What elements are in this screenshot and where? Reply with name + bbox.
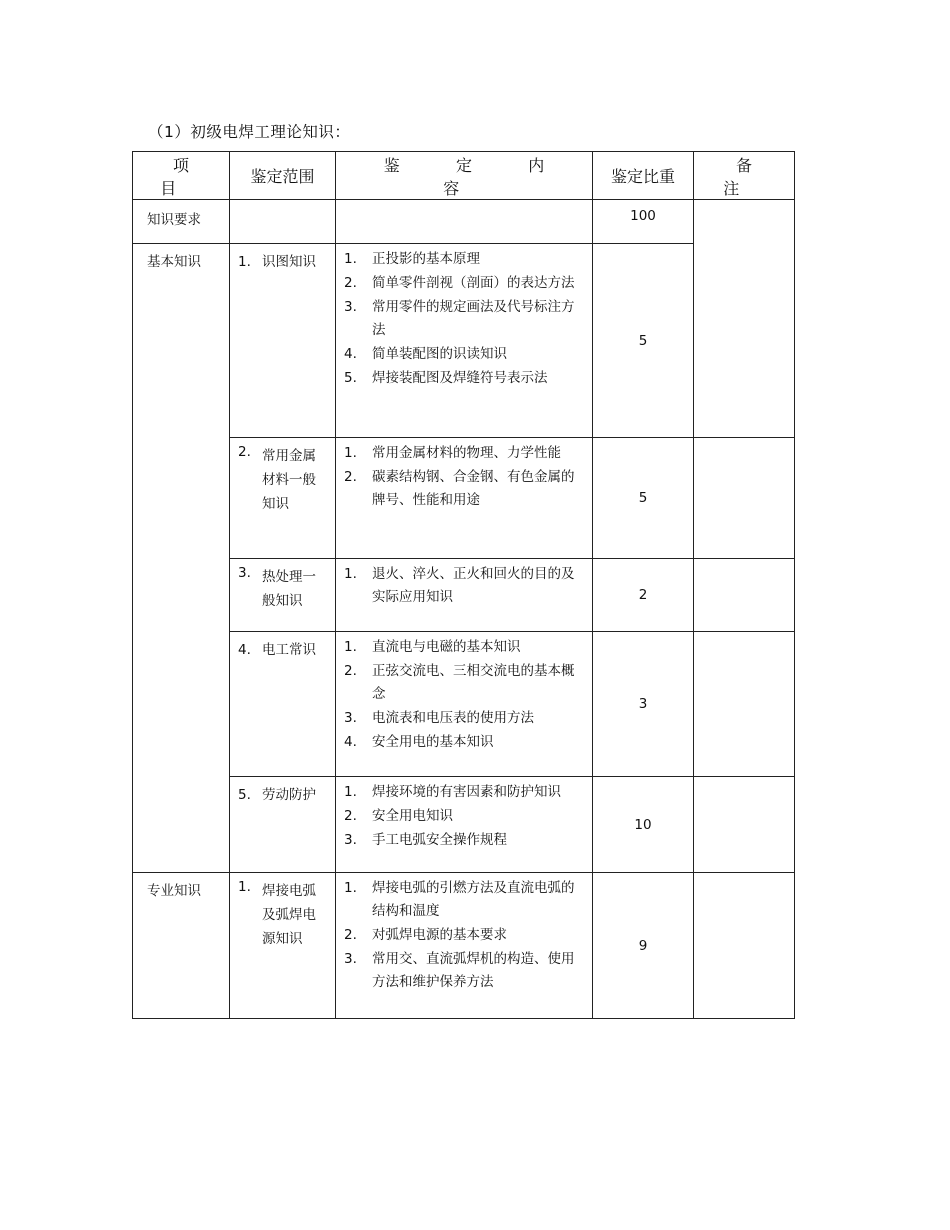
content-item-number: 5. [344,370,357,386]
table-row [133,438,795,559]
weight-cell: 3 [593,632,694,777]
content-item-number: 1. [344,445,357,461]
content-item-text: 简单装配图的识读知识 [372,346,507,362]
content-item [344,731,578,754]
header-weight: 鉴定比重 [593,152,694,200]
header-remarks: 备 注 [694,152,795,200]
content-item-text: 常用金属材料的物理、力学性能 [372,445,561,461]
category-cell: 基本知识 [133,244,230,873]
range-cell: 1. 识图知识 [230,244,336,438]
content-item-text: 常用交、直流弧焊机的构造、使用方法和维护保养方法 [372,951,575,990]
content-item [344,636,578,659]
content-cell [336,438,593,559]
content-item-number: 1. [344,784,357,800]
content-item [344,805,578,828]
content-item [344,343,578,366]
content-item-number: 2. [344,275,357,291]
weight-cell: 10 [593,777,694,873]
content-item-text: 安全用电知识 [372,808,453,824]
content-item-number: 1. [344,880,357,896]
range-cell: 1. 焊接电弧及弧焊电源知识 [230,873,336,1019]
content-item-text: 碳素结构钢、合金钢、有色金属的牌号、性能和用途 [372,469,575,508]
content-item [344,781,578,804]
content-item-text: 焊接环境的有害因素和防护知识 [372,784,561,800]
content-item [344,367,578,390]
content-item-number: 3. [344,710,357,726]
content-item-text: 简单零件剖视（剖面）的表达方法 [372,275,575,291]
header-scope: 鉴定范围 [230,152,336,200]
range-cell: 2. 常用金属材料一般知识 [230,438,336,559]
remarks-cell [694,873,795,1019]
content-item-number: 1. [344,639,357,655]
content-cell [336,244,593,438]
remarks-cell [694,438,795,559]
header-content: 鉴 定 内 容 [336,152,593,200]
content-item [344,248,578,271]
content-item-number: 3. [344,832,357,848]
content-cell [336,873,593,1019]
table-row [133,559,795,632]
weight-cell: 5 [593,244,694,438]
content-item [344,563,578,609]
table-row [133,200,795,244]
content-item [344,272,578,295]
table-row [133,632,795,777]
content-item-text: 退火、淬火、正火和回火的目的及实际应用知识 [372,566,575,605]
remarks-cell [694,200,795,438]
content-item-number: 2. [344,927,357,943]
content-item [344,948,578,994]
remarks-cell [694,559,795,632]
weight-cell: 2 [593,559,694,632]
remarks-cell [694,777,795,873]
content-cell [336,200,593,244]
category-cell: 专业知识 [133,873,230,1019]
content-item-text: 正投影的基本原理 [372,251,480,267]
content-item [344,466,578,512]
content-item-text: 直流电与电磁的基本知识 [372,639,521,655]
content-item-text: 常用零件的规定画法及代号标注方法 [372,299,575,338]
content-item-number: 1. [344,566,357,582]
content-item-text: 手工电弧安全操作规程 [372,832,507,848]
content-item-number: 2. [344,808,357,824]
content-item-number: 3. [344,951,357,967]
remarks-cell [694,632,795,777]
content-item-number: 4. [344,346,357,362]
content-item-text: 焊接装配图及焊缝符号表示法 [372,370,548,386]
content-item-text: 电流表和电压表的使用方法 [372,710,534,726]
content-cell [336,559,593,632]
content-item-text: 安全用电的基本知识 [372,734,494,750]
table-header-row [133,152,795,200]
content-item-number: 2. [344,663,357,679]
content-item-number: 2. [344,469,357,485]
section-heading: （1）初级电焊工理论知识： [148,123,351,141]
content-cell [336,632,593,777]
content-item [344,660,578,706]
content-item [344,924,578,947]
weight-cell: 9 [593,873,694,1019]
range-cell: 3. 热处理一般知识 [230,559,336,632]
theory-knowledge-table [132,151,795,1019]
content-item-number: 4. [344,734,357,750]
weight-cell: 5 [593,438,694,559]
content-item [344,707,578,730]
range-cell: 4. 电工常识 [230,632,336,777]
content-item-text: 正弦交流电、三相交流电的基本概念 [372,663,575,702]
content-item [344,829,578,852]
content-item-number: 1. [344,251,357,267]
content-item-number: 3. [344,299,357,315]
content-cell [336,777,593,873]
category-cell: 知识要求 [133,200,230,244]
table-row [133,777,795,873]
content-item-text: 对弧焊电源的基本要求 [372,927,507,943]
content-item [344,877,578,923]
range-cell: 5. 劳动防护 [230,777,336,873]
content-item-text: 焊接电弧的引燃方法及直流电弧的结构和温度 [372,880,575,919]
table-row [133,873,795,1019]
content-item [344,296,578,342]
header-item: 项 目 [133,152,230,200]
weight-cell: 100 [593,200,694,244]
range-cell [230,200,336,244]
content-item [344,442,578,465]
